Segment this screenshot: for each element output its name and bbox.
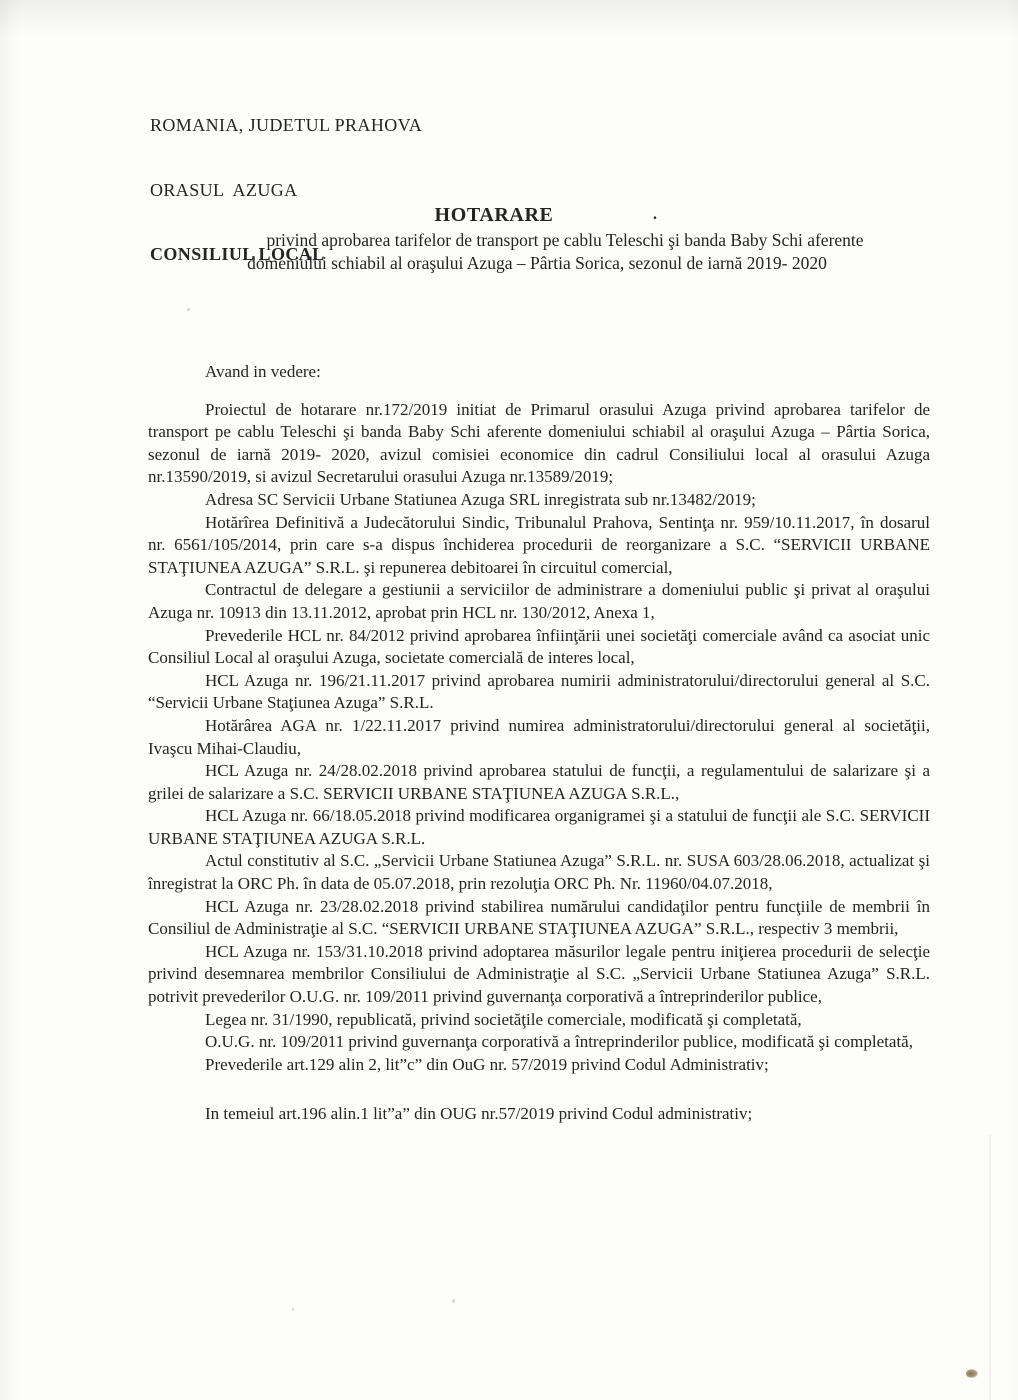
preamble-paragraph: Hotărîrea Definitivă a Judecătorului Sindic, Tribunalul Prahova, Sentinţa nr. 959/10.11.2017, în dosarul nr. 6561/105/2014, prin care s-a dispus închiderea procedurii de reorganizare a S.C. “SERVICII URBANE STAŢIUNEA AZUGA” S.R.L. şi repunerea debitoarei în circuitul comercial, xyxy=(148,512,930,577)
preamble-paragraph: HCL Azuga nr. 196/21.11.2017 privind aprobarea numirii administratorului/directorului general al S.C. “Servicii Urbane Staţiunea Azuga” S.R.L. xyxy=(148,670,930,713)
title-block xyxy=(148,204,930,275)
legal-basis-line: In temeiul art.196 alin.1 lit”a” din OUG nr.57/2019 privind Codul administrativ; xyxy=(205,1104,753,1124)
scan-artifact-speck xyxy=(187,308,190,311)
title-stray-dot: . xyxy=(653,206,657,223)
document-body xyxy=(148,361,930,1126)
preamble-paragraph: HCL Azuga nr. 24/28.02.2018 privind aprobarea statului de funcţii, a regulamentului de salarizare şi a grilei de salarizare a S.C. SERVICII URBANE STAŢIUNEA AZUGA S.R.L., xyxy=(148,761,930,803)
document-subtitle-line-1: privind aprobarea tarifelor de transport pe cablu Teleschi şi banda Baby Schi aferente xyxy=(266,230,864,250)
scan-artifact-vertical-line xyxy=(989,1135,991,1400)
preamble-paragraph: O.U.G. nr. 109/2011 privind guvernanţa corporativă a întreprinderilor publice, modificată şi completată, xyxy=(205,1032,913,1052)
preamble-paragraph: Adresa SC Servicii Urbane Statiunea Azuga SRL inregistrata sub nr.13482/2019; xyxy=(205,489,756,509)
preamble-paragraph: HCL Azuga nr. 153/31.10.2018 privind adoptarea măsurilor legale pentru iniţierea procedurii de selecţie privind desemnarea membrilor Consiliului de Administraţie al S.C. „Servicii Urbane Statiunea Azuga” S.R.L. potrivit prevederilor O.U.G. nr. 109/2011 privind guvernanţa corporativă a întreprinderilor publice, xyxy=(148,941,930,1007)
document-title: HOTARARE xyxy=(434,204,554,226)
header-council-line: CONSILIUL LOCAL xyxy=(150,244,325,264)
preamble-paragraph: Legea nr. 31/1990, republicată, privind societăţile comerciale, modificată şi completată, xyxy=(205,1009,802,1029)
scan-artifact-speck xyxy=(452,1299,455,1303)
header-country-line: ROMANIA, JUDETUL PRAHOVA xyxy=(150,115,423,135)
preamble-paragraph: Prevederile HCL nr. 84/2012 privind aprobarea înfiinţării unei societăţi comerciale având ca asociat unic Consiliul Local al oraşului Azuga, societate comercială de interes local, xyxy=(148,625,930,668)
preamble-paragraph: Contractul de delegare a gestiunii a serviciilor de administrare a domeniului public şi privat al oraşului Azuga nr. 10913 din 13.11.2012, aprobat prin HCL nr. 130/2012, Anexa 1, xyxy=(148,580,930,622)
scan-artifact-speck xyxy=(966,1369,978,1378)
document-subtitle-line-2: domeniului schiabil al oraşului Azuga – Pârtia Sorica, sezonul de iarnă 2019- 2020 xyxy=(247,253,827,273)
preamble-paragraph: Prevederile art.129 alin 2, lit”c” din OuG nr. 57/2019 privind Codul Administrativ; xyxy=(205,1054,769,1074)
preamble-paragraph: Proiectul de hotarare nr.172/2019 initiat de Primarul orasului Azuga privind aprobarea tarifelor de transport pe cablu Teleschi şi banda Baby Schi aferente domeniului schiabil al oraşului Azuga – Pârtia Sorica, sezonul de iarnă 2019- 2020, avizul comisiei economice din cadrul Consiliului local al orasului Azuga nr.13590/2019, si avizul Secretarului orasului Azuga nr.13589/2019; xyxy=(148,399,930,487)
preamble-heading: Avand in vedere: xyxy=(205,362,321,381)
header-city-line: ORASUL AZUGA xyxy=(150,179,298,200)
preamble-paragraph: Hotărârea AGA nr. 1/22.11.2017 privind numirea administratorului/directorului general al societăţii, Ivaşcu Mihai-Claudiu, xyxy=(148,715,930,758)
preamble-paragraph: HCL Azuga nr. 23/28.02.2018 privind stabilirea numărului candidaţilor pentru funcţiile de membrii în Consiliul de Administraţie al S.C. “SERVICII URBANE STAŢIUNEA AZUGA” S.R.L., respectiv 3 membrii, xyxy=(148,896,930,939)
scan-artifact-speck xyxy=(292,1308,294,1311)
preamble-paragraph: Actul constitutiv al S.C. „Servicii Urbane Statiunea Azuga” S.R.L. nr. SUSA 603/28.06.2018, actualizat şi înregistrat la ORC Ph. în data de 05.07.2018, prin rezoluţia ORC Ph. Nr. 11960/04.07.2018, xyxy=(148,851,930,894)
preamble-paragraph: HCL Azuga nr. 66/18.05.2018 privind modificarea organigramei şi a statului de funcţii ale S.C. SERVICII URBANE STAŢIUNEA AZUGA S.R.L. xyxy=(148,806,930,848)
title-line xyxy=(148,204,930,227)
